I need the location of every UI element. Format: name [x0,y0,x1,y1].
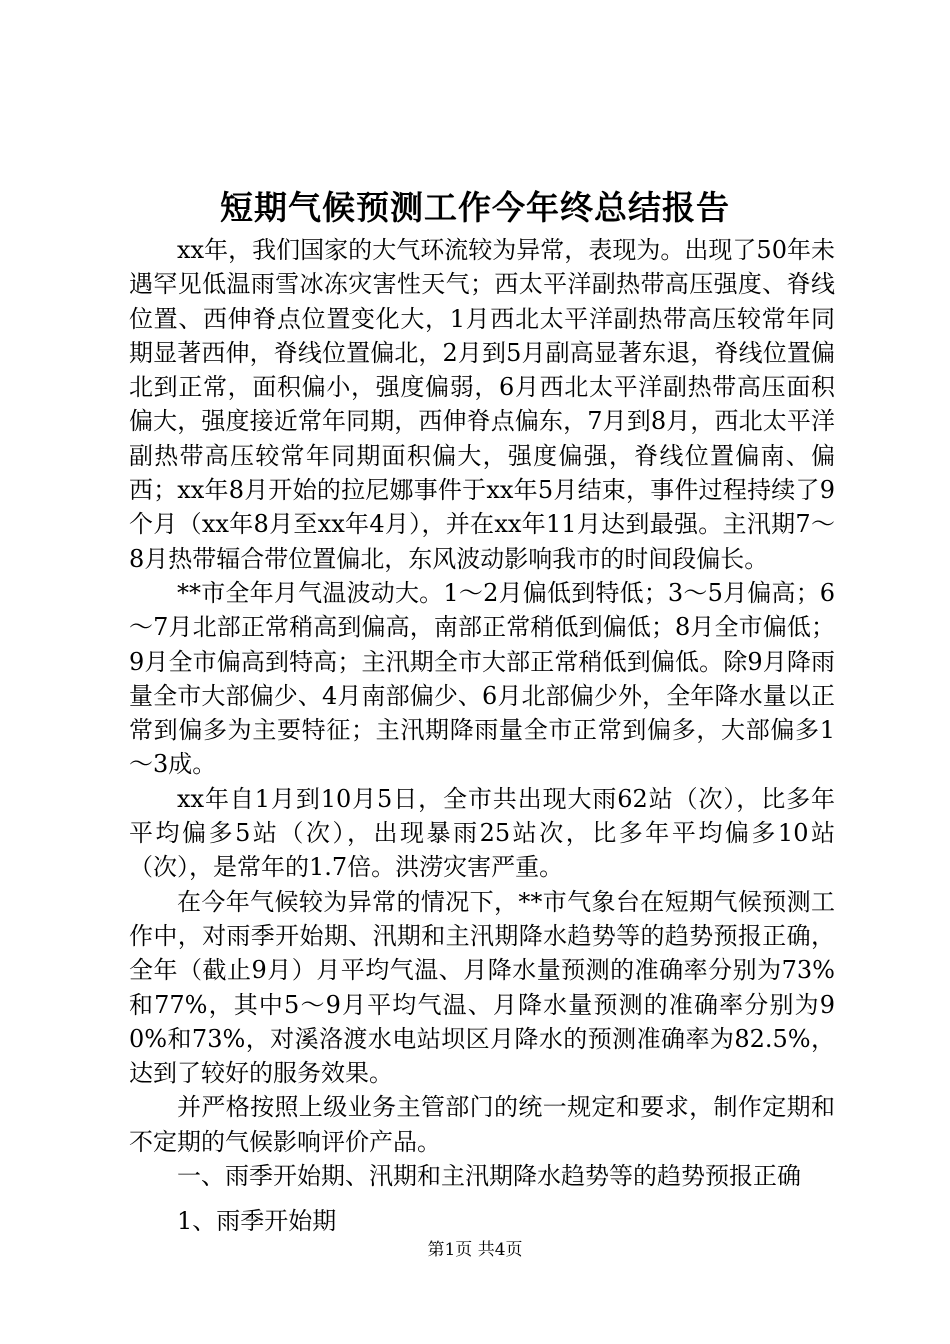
paragraph-forecast-accuracy: 在今年气候较为异常的情况下，**市气象台在短期气候预测工作中，对雨季开始期、汛期和主汛期降水趋势等的趋势预报正确，全年（截止9月）月平均气温、月降水量预测的准确率分别为73%和77%，其中5～9月平均气温、月降水量预测的准确率分别为90%和73%，对溪洛渡水电站坝区月降水的预测准确率为82.5%，达到了较好的服务效果。 [129,887,835,1088]
paragraph-temperature: **市全年月气温波动大。1～2月偏低到特低；3～5月偏高；6～7月北部正常稍高到偏高，南部正常稍低到偏低；8月全市偏低；9月全市偏高到特高；主汛期全市大部正常稍低到偏低。除9月降雨量全市大部偏少、4月南部偏少、6月北部偏少外，全年降水量以正常到偏多为主要特征；主汛期降雨量全市正常到偏多，大部偏多1～3成。 [129,578,835,779]
document-title: 短期气候预测工作今年终总结报告 [220,188,730,227]
document-body [129,233,835,1239]
section-heading: 一、雨季开始期、汛期和主汛期降水趋势等的趋势预报正确 [177,1162,801,1191]
paragraph-rainfall: xx年自1月到10月5日，全市共出现大雨62站（次），比多年平均偏多5站（次），出现暴雨25站次，比多年平均偏多10站（次），是常年的1.7倍。洪涝灾害严重。 [129,784,835,882]
paragraph-products: 并严格按照上级业务主管部门的统一规定和要求，制作定期和不定期的气候影响评价产品。 [129,1093,835,1156]
page-footer: 第1页 共4页 [427,1240,523,1260]
paragraph-circulation: xx年，我们国家的大气环流较为异常，表现为。出现了50年未遇罕见低温雨雪冰冻灾害性天气；西太平洋副热带高压强度、脊线位置、西伸脊点位置变化大，1月西北太平洋副热带高压较常年同期显著西伸，脊线位置偏北，2月到5月副高显著东退，脊线位置偏北到正常，面积偏小，强度偏弱，6月西北太平洋副热带高压面积偏大，强度接近常年同期，西伸脊点偏东，7月到8月，西北太平洋副热带高压较常年同期面积偏大，强度偏强，脊线位置偏南、偏西；xx年8月开始的拉尼娜事件于xx年5月结束，事件过程持续了9个月（xx年8月至xx年4月），并在xx年11月达到最强。主汛期7～8月热带辐合带位置偏北，东风波动影响我市的时间段偏长。 [129,236,835,573]
subsection-heading: 1、雨季开始期 [177,1207,337,1236]
